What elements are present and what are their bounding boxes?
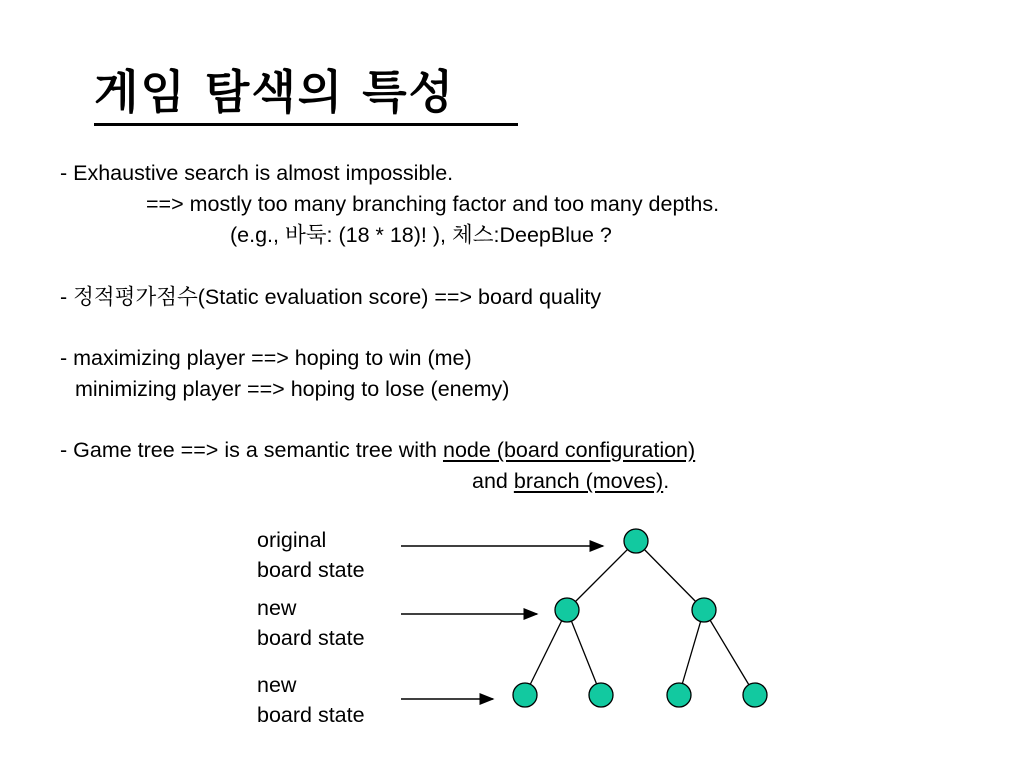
game-tree-period: .: [663, 469, 670, 493]
game-tree-and: and: [472, 469, 514, 493]
label-line: new: [257, 596, 297, 620]
tree-node-level2: [589, 683, 613, 707]
label-line: board state: [257, 703, 365, 727]
bullet-exhaustive-reason: ==> mostly too many branching factor and too many depths.: [146, 192, 720, 216]
game-tree-branch-term: branch (moves): [513, 469, 664, 493]
tree-edge: [567, 610, 601, 695]
tree-edge: [679, 610, 704, 695]
bullet-maximizing: - maximizing player ==> hoping to win (me): [60, 346, 472, 370]
tree-edge: [636, 541, 704, 610]
label-line: board state: [257, 626, 365, 650]
game-tree-prefix: - Game tree ==> is a semantic tree with: [60, 438, 443, 462]
tree-node-level1: [692, 598, 716, 622]
bullet-static-eval: - 정적평가점수(Static evaluation score) ==> board quality: [60, 285, 602, 309]
game-tree-node-term: node (board configuration): [442, 438, 696, 462]
bullet-exhaustive-example: (e.g., 바둑: (18 * 18)! ), 체스:DeepBlue ?: [230, 223, 612, 247]
tree-edge: [567, 541, 636, 610]
label-line: original: [257, 528, 327, 552]
tree-node-level1: [555, 598, 579, 622]
tree-node-level2: [513, 683, 537, 707]
label-line: new: [257, 673, 297, 697]
bullet-exhaustive: - Exhaustive search is almost impossible.: [60, 161, 454, 185]
tree-edge: [704, 610, 755, 695]
label-line: board state: [257, 558, 365, 582]
tree-node-root: [624, 529, 648, 553]
slide-title: 게임 탐색의 특성: [94, 65, 456, 119]
tree-node-level2: [667, 683, 691, 707]
tree-edge: [525, 610, 567, 695]
tree-node-level2: [743, 683, 767, 707]
bullet-minimizing: minimizing player ==> hoping to lose (enemy): [75, 377, 510, 401]
